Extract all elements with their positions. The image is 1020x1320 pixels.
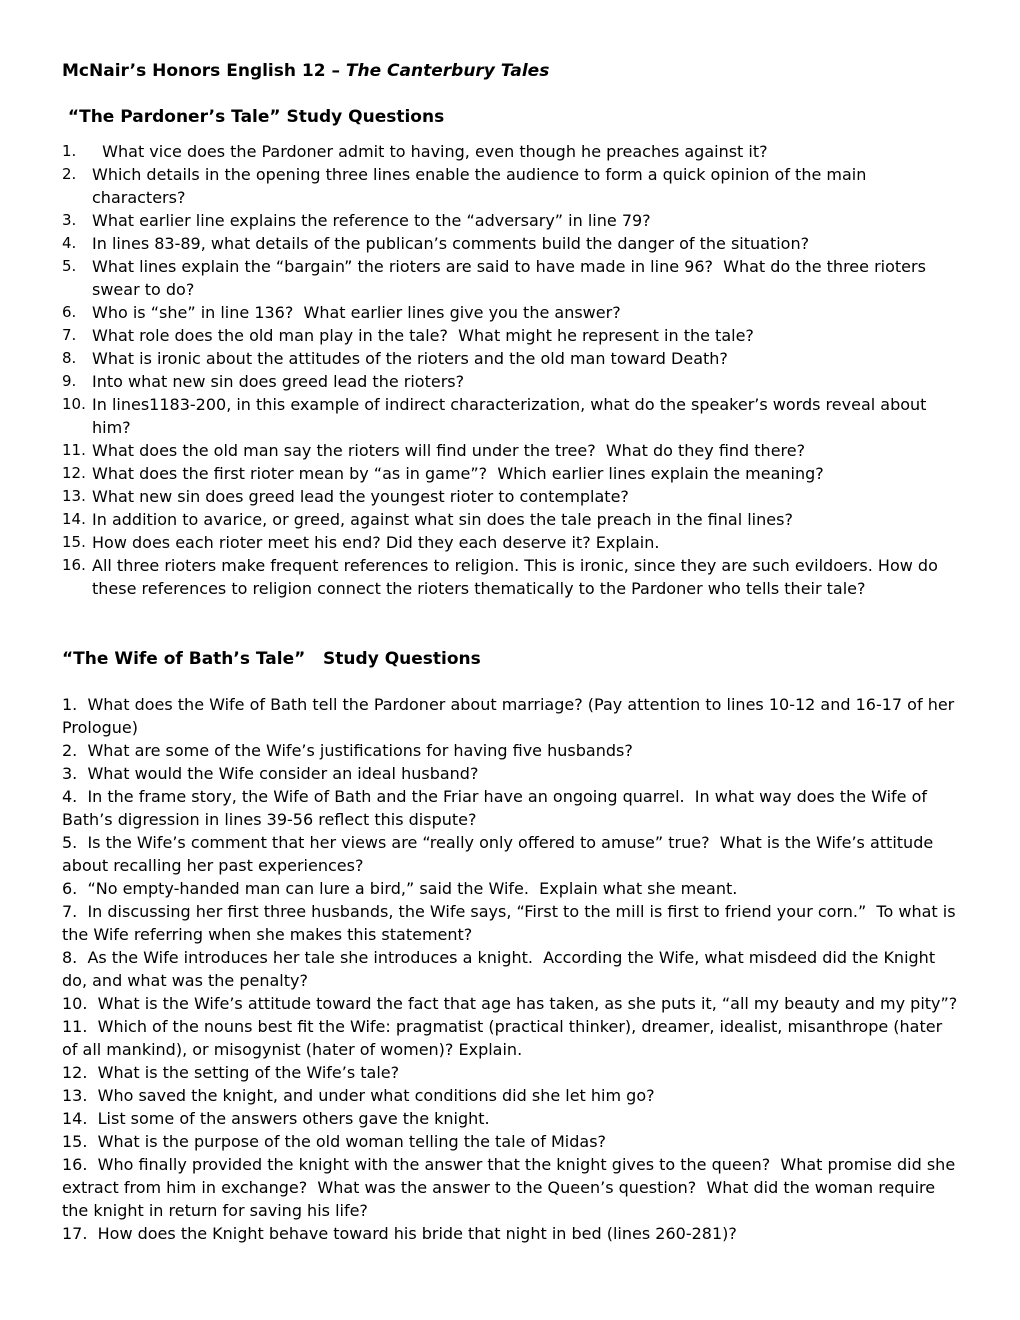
question-number: 11. [62, 441, 86, 459]
question-text: Who is “she” in line 136? What earlier lines give you the answer? [92, 303, 621, 322]
question-number: 15. [62, 533, 86, 551]
question-text: What vice does the Pardoner admit to having, even though he preaches against it? [92, 142, 768, 161]
question-item [62, 485, 958, 508]
question-number: 14. [62, 510, 86, 528]
question-paragraph: 1. What does the Wife of Bath tell the Pardoner about marriage? (Pay attention to lines 10-12 and 16-17 of her Prologue) [62, 695, 960, 737]
question-item [62, 508, 958, 531]
question-number: 8. [62, 349, 77, 367]
question-item [62, 393, 958, 439]
question-item [62, 163, 958, 209]
question-text: What new sin does greed lead the youngest rioter to contemplate? [92, 487, 629, 506]
pardoner-section-heading: “The Pardoner’s Tale” Study Questions [62, 107, 445, 127]
question-text: What does the old man say the rioters will find under the tree? What do they find there? [92, 441, 806, 460]
question-item [62, 209, 958, 232]
question-paragraph: 15. What is the purpose of the old woman telling the tale of Midas? [62, 1132, 607, 1151]
question-number: 13. [62, 487, 86, 505]
question-text: Into what new sin does greed lead the rioters? [92, 372, 465, 391]
question-paragraph: 14. List some of the answers others gave the knight. [62, 1109, 490, 1128]
pardoner-question-list [62, 140, 958, 600]
question-text: All three rioters make frequent references to religion. This is ironic, since they are such evildoers. How do these references to religion connect the rioters thematically to the Pardoner who tells their tale? [92, 556, 943, 598]
wife-section-heading: “The Wife of Bath’s Tale” Study Questions [62, 649, 481, 669]
question-item [62, 301, 958, 324]
question-item [62, 531, 958, 554]
question-number: 16. [62, 556, 86, 574]
question-item [62, 347, 958, 370]
question-text: What does the first rioter mean by “as in game”? Which earlier lines explain the meaning? [92, 464, 824, 483]
question-text: What is ironic about the attitudes of the rioters and the old man toward Death? [92, 349, 728, 368]
question-number: 6. [62, 303, 77, 321]
question-paragraph: 10. What is the Wife’s attitude toward the fact that age has taken, as she puts it, “all my beauty and my pity”? [62, 994, 958, 1013]
question-paragraph: 12. What is the setting of the Wife’s tale? [62, 1063, 400, 1082]
question-paragraph: 17. How does the Knight behave toward his bride that night in bed (lines 260-281)? [62, 1224, 737, 1243]
question-number: 9. [62, 372, 77, 390]
question-text: What lines explain the “bargain” the rioters are said to have made in line 96? What do the three rioters swear to do? [92, 257, 932, 299]
question-number: 7. [62, 326, 77, 344]
question-item [62, 324, 958, 347]
question-text: What earlier line explains the reference to the “adversary” in line 79? [92, 211, 651, 230]
question-number: 3. [62, 211, 77, 229]
question-item [62, 439, 958, 462]
question-paragraph: 16. Who finally provided the knight with the answer that the knight gives to the queen? What promise did she extract from him in exchange? What was the answer to the Queen’s question? What did the woman require the knight in return for saving his life? [62, 1155, 961, 1220]
question-item [62, 554, 958, 600]
question-item [62, 255, 958, 301]
question-number: 5. [62, 257, 77, 275]
question-item [62, 462, 958, 485]
question-paragraph: 2. What are some of the Wife’s justifications for having five husbands? [62, 741, 633, 760]
question-text: Which details in the opening three lines enable the audience to form a quick opinion of the main characters? [92, 165, 872, 207]
document-title [62, 60, 958, 83]
document-title-book-name: The Canterbury Tales [345, 61, 550, 81]
document-title-prefix: McNair’s Honors English 12 – [62, 61, 346, 81]
question-paragraph: 7. In discussing her first three husbands, the Wife says, “First to the mill is first to friend your corn.” To what is the Wife referring when she makes this statement? [62, 902, 961, 944]
question-text: How does each rioter meet his end? Did they each deserve it? Explain. [92, 533, 660, 552]
wife-question-list [62, 693, 961, 1245]
question-text: What role does the old man play in the tale? What might he represent in the tale? [92, 326, 754, 345]
question-paragraph: 8. As the Wife introduces her tale she introduces a knight. According the Wife, what misdeed did the Knight do, and what was the penalty? [62, 948, 941, 990]
question-number: 2. [62, 165, 77, 183]
question-paragraph: 4. In the frame story, the Wife of Bath and the Friar have an ongoing quarrel. In what way does the Wife of Bath’s digression in lines 39-56 reflect this dispute? [62, 787, 933, 829]
question-paragraph: 5. Is the Wife’s comment that her views are “really only offered to amuse” true? What is the Wife’s attitude about recalling her past experiences? [62, 833, 939, 875]
question-text: In lines1183-200, in this example of indirect characterization, what do the speaker’s words reveal about him? [92, 395, 932, 437]
question-text: In lines 83-89, what details of the publican’s comments build the danger of the situation? [92, 234, 810, 253]
question-paragraph: 13. Who saved the knight, and under what conditions did she let him go? [62, 1086, 655, 1105]
question-text: In addition to avarice, or greed, against what sin does the tale preach in the final lines? [92, 510, 793, 529]
question-paragraph: 3. What would the Wife consider an ideal husband? [62, 764, 479, 783]
question-item [62, 232, 958, 255]
question-number: 4. [62, 234, 77, 252]
question-number: 12. [62, 464, 86, 482]
question-item [62, 140, 958, 163]
question-paragraph: 6. “No empty-handed man can lure a bird,” said the Wife. Explain what she meant. [62, 879, 738, 898]
question-number: 1. [62, 142, 77, 160]
question-item [62, 370, 958, 393]
question-paragraph: 11. Which of the nouns best fit the Wife: pragmatist (practical thinker), dreamer, idealist, misanthrope (hater of all mankind), or misogynist (hater of women)? Explain. [62, 1017, 948, 1059]
question-number: 10. [62, 395, 86, 413]
